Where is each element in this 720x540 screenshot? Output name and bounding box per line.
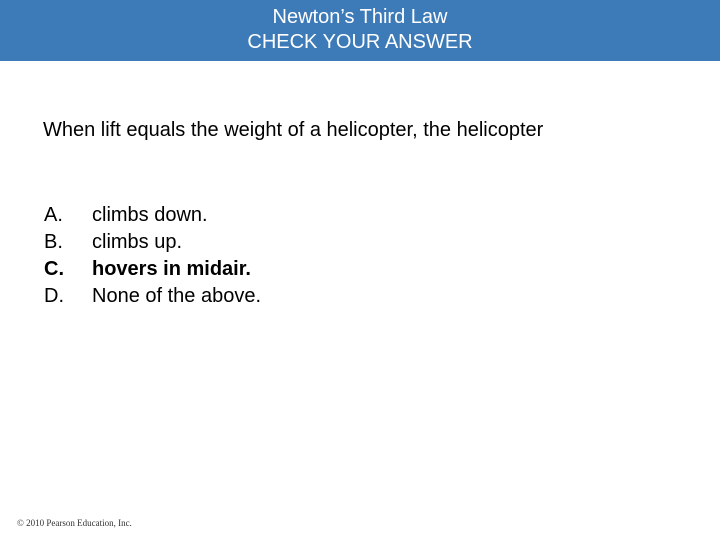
option-c-correct: [44, 256, 261, 283]
answer-options: [44, 202, 261, 310]
option-text: climbs up.: [92, 231, 183, 253]
option-letter: D.: [44, 285, 64, 307]
option-a: [44, 202, 261, 229]
header-bar: [0, 0, 720, 61]
option-letter: C.: [44, 258, 64, 280]
option-letter: A.: [44, 204, 63, 226]
option-d: [44, 283, 261, 310]
question-text: When lift equals the weight of a helicopter, the helicopter: [43, 119, 544, 141]
option-text: hovers in midair.: [92, 258, 251, 280]
option-text: climbs down.: [92, 204, 208, 226]
option-b: [44, 229, 261, 256]
option-letter: B.: [44, 231, 63, 253]
option-text: None of the above.: [92, 285, 262, 307]
slide-subtitle: CHECK YOUR ANSWER: [247, 31, 473, 53]
slide-title: Newton’s Third Law: [272, 6, 448, 28]
copyright-footer: © 2010 Pearson Education, Inc.: [17, 518, 132, 528]
